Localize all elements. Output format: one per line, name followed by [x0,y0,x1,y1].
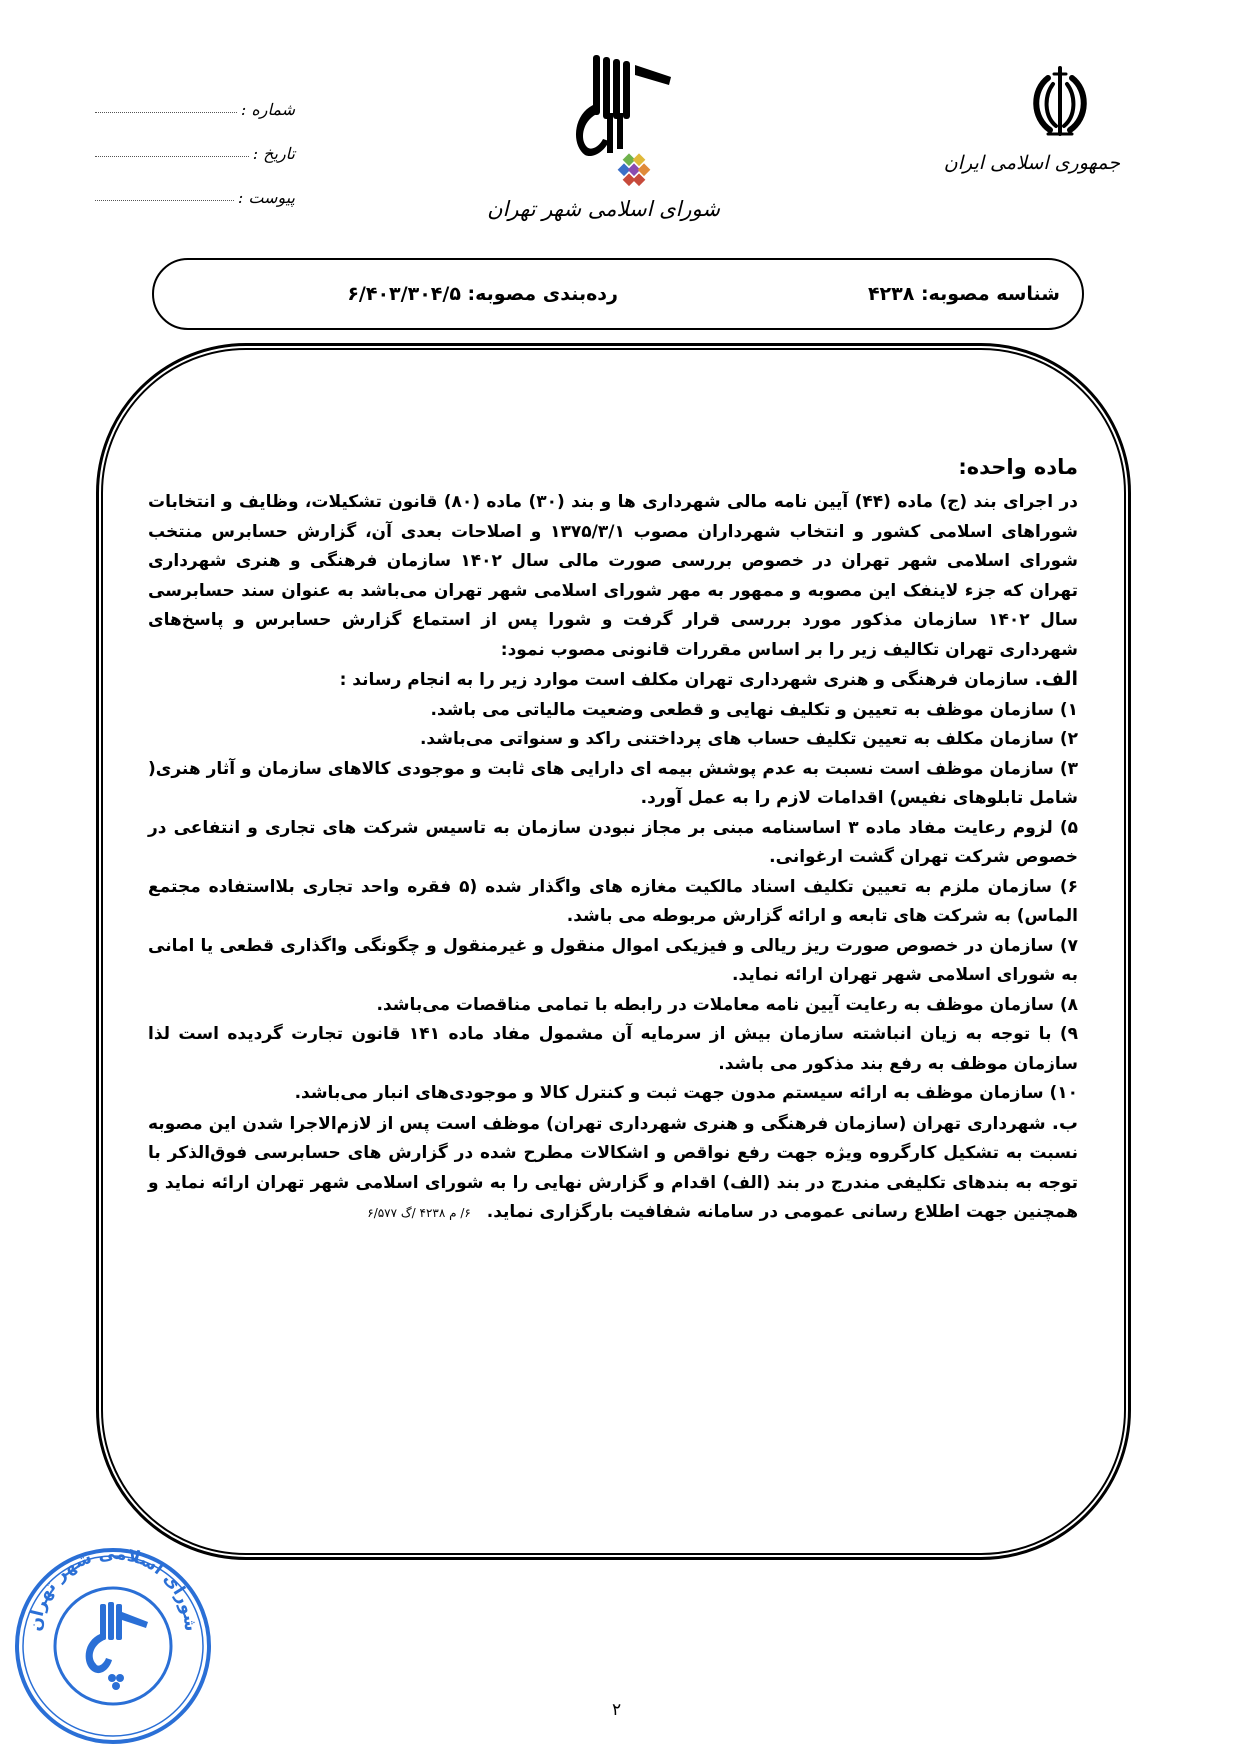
resolution-classification: رده‌بندی مصوبه: ۶/۴۰۳/۳۰۴/۵ [347,283,618,305]
section-b [148,1109,1078,1229]
item-1: ۱) سازمان موظف به تعیین و تکلیف نهایی و قطعی وضعیت مالیاتی می باشد. [430,699,1078,720]
iran-emblem [943,60,1120,190]
date-line [95,144,249,157]
emblem-caption: جمهوری اسلامی ایران [943,152,1120,174]
item-2: ۲) سازمان مکلف به تعیین تکلیف حساب های پرداختنی راکد و سنواتی می‌باشد. [419,729,1078,749]
date-label: تاریخ : [252,144,295,163]
single-article-heading: ماده واحده: [958,455,1078,479]
number-line [95,100,237,113]
reference-code: ۶/ م ۴۲۳۸ /گ ۶/۵۷۷ [367,1206,471,1220]
resolution-body [148,452,1078,1229]
tehran-council-logo-icon [565,55,685,195]
section-a-mark: الف. [1034,668,1078,690]
intro-paragraph: در اجرای بند (ج) ماده (۴۴) آیین نامه مالی شهرداری ها و بند (۳۰) ماده (۸۰) قانون تشکیلات، وظایف و انتخابات شوراهای اسلامی کشور و انتخاب شهرداران مصوب ۱۳۷۵/۳/۱ و اصلاحات بعدی آن، گزارش حسابرس منتخب شورای اسلامی شهر تهران در خصوص بررسی صورت مالی سال ۱۴۰۲ سازمان فرهنگی و هنری شهرداری تهران که جزء لاینفک این مصوبه و ممهور به مهر شورای اسلامی شهر تهران می‌باشد به عنوان سند حسابرسی سال ۱۴۰۲ سازمان مذکور مورد بررسی قرار گرفت و شورا پس از استماع گزارش حسابرس و پاسخ‌های شهرداری تهران تکالیف زیر را بر اساس مقررات قانونی مصوب نمود: [148,492,1079,660]
item-8: ۸) سازمان موظف به رعایت آیین نامه معاملات در رابطه با تمامی مناقصات می‌باشد. [376,994,1078,1015]
item-10: ۱۰) سازمان موظف به ارائه سیستم مدون جهت ثبت و کنترل کالا و موجودی‌های انبار می‌باشد. [294,1083,1078,1103]
tehran-council-logo [487,55,720,245]
council-seal-icon [8,1538,218,1748]
section-a [148,665,1078,696]
item-6: ۶) سازمان ملزم به تعیین تکلیف اسناد مالکیت مغازه های واگذار شده (۵ فقره واحد تجاری بلااستفاده مجتمع الماس) به شرکت های تابعه و ارائه گزارش مربوطه می باشد. [148,876,1078,926]
section-b-text: شهرداری تهران (سازمان فرهنگی و هنری شهرداری تهران) موظف است پس از لازم‌الاجرا شدن این مصوبه نسبت به تشکیل کارگروه ویژه جهت رفع نواقص و اشکالات مطرح شده در گزارش های حسابرسی فوق‌الذکر با توجه به بندهای تکلیفی مندرج در بند (الف) اقدام و گزارش نهایی را به شورای اسلامی شهر تهران ارائه نماید و همچنین جهت اطلاع رسانی عمومی در سامانه شفافیت بارگزاری نماید. [148,1113,1078,1222]
item-5: ۵) لزوم رعایت مفاد ماده ۳ اساسنامه مبنی بر مجاز نبودن سازمان به تاسیس شرکت های تجاری و انتفاعی در خصوص شرکت تهران گشت ارغوانی. [148,817,1079,867]
number-label: شماره : [240,100,295,119]
resolution-info-box [152,258,1084,330]
item-7: ۷) سازمان در خصوص صورت ریز ریالی و فیزیکی اموال منقول و غیرمنقول و چگونگی واگذاری قطعی یا امانی به شورای اسلامی شهر تهران ارائه نماید. [148,935,1078,985]
council-caption: شورای اسلامی شهر تهران [487,197,720,221]
letter-meta-fields [95,75,295,207]
item-3: ۳) سازمان موظف است نسبت به عدم پوشش بیمه ای دارایی های ثابت و موجودی کالاهای سازمان و آثار هنری( شامل تابلوهای نفیس) اقدامات لازم را به عمل آورد. [148,758,1078,808]
stamp-outer-text: شورای اسلامی شهر تهران [25,1543,201,1633]
iran-emblem-icon [1018,60,1102,144]
page-number: ۲ [612,1700,622,1720]
section-b-mark: ب. [1051,1111,1078,1134]
item-9: ۹) با توجه به زیان انباشته سازمان بیش از سرمایه آن مشمول مفاد ماده ۱۴۱ قانون تجارت گردیده است لذا سازمان موظف به رفع بند مذکور می باشد. [148,1024,1078,1074]
attachment-field [95,163,295,207]
council-seal-stamp [8,1538,218,1748]
section-a-text: سازمان فرهنگی و هنری شهرداری تهران مکلف است موارد زیر را به انجام رساند : [339,670,1029,690]
attachment-label: پیوست : [237,188,295,207]
resolution-id: شناسه مصوبه: ۴۲۳۸ [867,283,1060,305]
attachment-line [95,188,234,201]
number-field [95,75,295,119]
date-field [95,119,295,163]
